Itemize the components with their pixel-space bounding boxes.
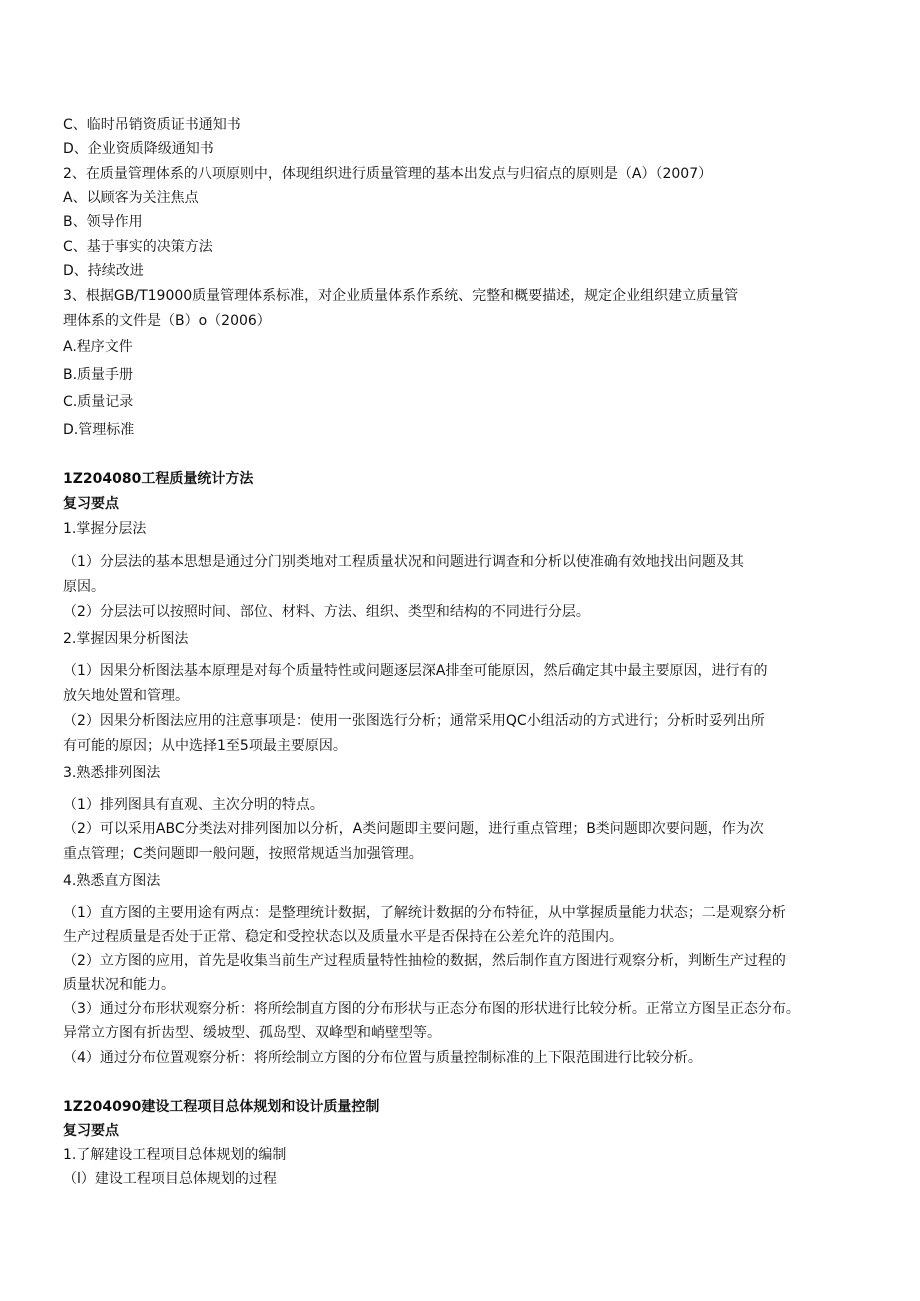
paragraph-line: 异常立方图有折齿型、缓坡型、孤岛型、双峰型和峭壁型等。 (63, 1025, 441, 1041)
q2-option-a: A、以顾客为关注焦点 (63, 190, 199, 206)
paragraph-line: （1）直方图的主要用途有两点：是整理统计数据，了解统计数据的分布特征，从中掌握质量能力状态；二是观察分析 (63, 905, 786, 921)
point-heading: 1.了解建设工程项目总体规划的编制 (63, 1147, 287, 1163)
q2-stem: 2、在质量管理体系的八项原则中，体现组织进行质量管理的基本出发点与归宿点的原则是（A）（2007） (63, 166, 713, 182)
point-heading: 1.掌握分层法 (63, 521, 147, 537)
paragraph-line: （4）通过分布位置观察分析：将所绘制立方图的分布位置与质量控制标准的上下限范围进行比较分析。 (63, 1050, 702, 1066)
paragraph-line: 重点管理；C类问题即一般问题，按照常规适当加强管理。 (63, 846, 423, 862)
paragraph-line: 原因。 (63, 579, 105, 595)
q3-option-b: B.质量手册 (63, 367, 134, 383)
q2-option-d: D、持续改进 (63, 263, 144, 279)
q3-option-d: D.管理标准 (63, 422, 135, 438)
point-heading: 4.熟悉直方图法 (63, 873, 161, 889)
q3-stem-line2: 理体系的文件是（B）o（2006） (63, 313, 271, 329)
section-title: 1Z204080工程质量统计方法 (63, 471, 254, 487)
paragraph-line: 有可能的原因；从中选择1至5项最主要原因。 (63, 738, 347, 754)
paragraph-line: （3）通过分布形状观察分析：将所绘制直方图的分布形状与正态分布图的形状进行比较分析。正常立方图呈正态分布。 (63, 1001, 800, 1017)
paragraph-line: （1）排列图具有直观、主次分明的特点。 (63, 797, 324, 813)
paragraph-line: （2）分层法可以按照时间、部位、材料、方法、组织、类型和结构的不同进行分层。 (63, 604, 590, 620)
paragraph-line: 生产过程质量是否处于正常、稳定和受控状态以及质量水平是否保持在公差允许的范围内。 (63, 929, 623, 945)
paragraph-line: 质量状况和能力。 (63, 977, 175, 993)
q3-option-a: A.程序文件 (63, 339, 133, 355)
q3-stem-line1: 3、根据GB/T19000质量管理体系标准，对企业质量体系作系统、完整和概要描述，规定企业组织建立质量管 (63, 288, 739, 304)
point-heading: 3.熟悉排列图法 (63, 765, 161, 781)
point-heading: 2.掌握因果分析图法 (63, 631, 189, 647)
q2-option-c: C、基于事实的决策方法 (63, 239, 213, 255)
section-subtitle: 复习要点 (63, 496, 119, 512)
paragraph-line: 放矢地处置和管理。 (63, 688, 189, 704)
paragraph-line: （l）建设工程项目总体规划的过程 (63, 1171, 277, 1187)
section-subtitle: 复习要点 (63, 1123, 119, 1139)
paragraph-line: （1）因果分析图法基本原理是对每个质量特性或问题逐层深A排奎可能原因，然后确定其中最主要原因，进行有的 (63, 663, 768, 679)
q3-option-c: C.质量记录 (63, 394, 134, 410)
paragraph-line: （2）立方图的应用，首先是收集当前生产过程质量特性抽检的数据，然后制作直方图进行观察分析，判断生产过程的 (63, 953, 786, 969)
q1-option-c: C、临时吊销资质证书通知书 (63, 117, 241, 133)
section-title: 1Z204090建设工程项目总体规划和设计质量控制 (63, 1099, 380, 1115)
q1-option-d: D、企业资质降级通知书 (63, 141, 214, 157)
paragraph-line: （1）分层法的基本思想是通过分门别类地对工程质量状况和问题进行调查和分析以使准确有效地找出问题及其 (63, 554, 744, 570)
q2-option-b: B、领导作用 (63, 214, 143, 230)
paragraph-line: （2）因果分析图法应用的注意事项是：使用一张图选行分析；通常采用QC小组活动的方式进行；分析时妥列出所 (63, 713, 765, 729)
paragraph-line: （2）可以采用ABC分类法对排列图加以分析，A类问题即主要问题，进行重点管理；B类问题即次要问题，作为次 (63, 821, 764, 837)
